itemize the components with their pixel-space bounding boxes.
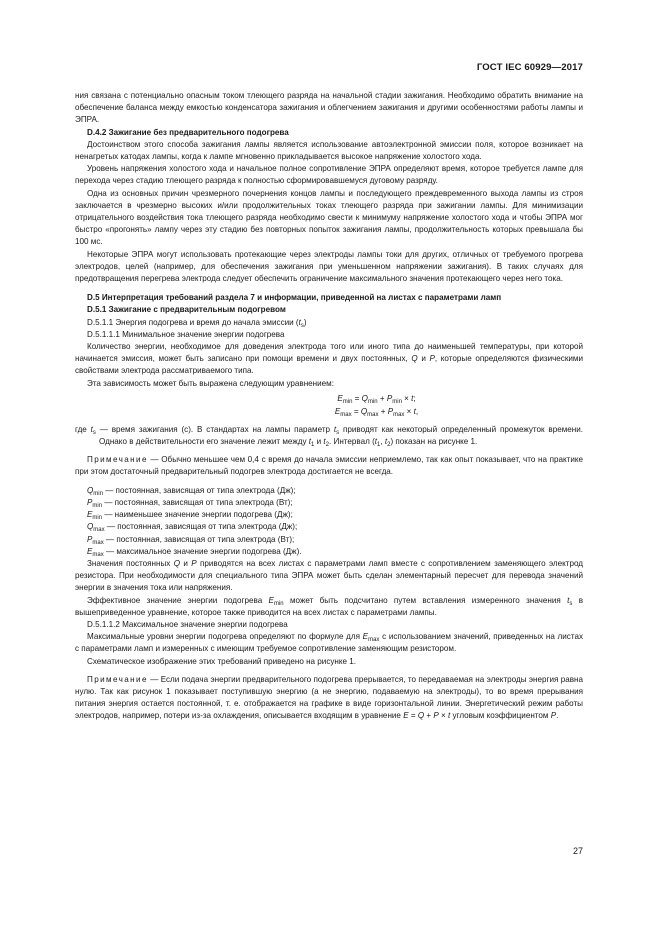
paragraph-continuation: ния связана с потенциально опасным током тлеющего разряда на начальной стадии зажигания. Необходимо обратить внимание на обеспечение баланса между емкостью конденсатора зажигания и облегчением зажигания и другими особенностями работы лампы и ЭПРА.	[75, 91, 583, 125]
note-1: Примечание — Обычно меньшее чем 0,4 с время до начала эмиссии неприемлемо, так как опыт показывает, что на практике при этом достаточный предварительный подогрев электрода достигается не всегда.	[75, 455, 584, 477]
definition-item: $P_{max}$ — постоянная, зависящая от типа электрода (Вт);	[87, 534, 295, 546]
paragraph: Эффективное значение энергии подогрева $E_{min}$ может быть подсчитано путем вставления измеренного значения $t_s$ в вышеприведенное уравнение, которое также приводится на всех листах с параметрами лампы.	[75, 595, 583, 617]
heading-d42: D.4.2 Зажигание без предварительного подогрева	[87, 127, 289, 137]
formula-emax: $E_{max} = Q_{max} + P_{max} \times t$,	[334, 406, 419, 418]
paragraph: Одна из основных причин чрезмерного почернения концов лампы и последующего преждевременного выхода лампы из строя заключается в чрезмерно высоких и/или продолжительных токах тлеющего разряда при зажигании лампы. Для минимизации отрицательного воздействия тока тлеющего разряда необходимо свести к минимуму напряжение холостого хода и чтобы ЭПРА мог быстро «прогонять» лампу через эту стадию без повторных попыток зажигания лампы, продолжительность которых превышала бы 100 мс.	[75, 188, 583, 247]
subheading-d511: D.5.1.1 Энергия подогрева и время до начала эмиссии $(t_s)$	[87, 317, 307, 329]
paragraph: Количество энергии, необходимое для доведения электрода того или иного типа до наименьшей температуры, при которой начинается эмиссия, может быть записано при помощи времени и двух постоянных, Q и P, которые определяются физическими свойствами электрода рассматриваемого типа.	[75, 342, 583, 376]
definition-item: $E_{min}$ — наименьшее значение энергии подогрева (Дж);	[87, 510, 293, 522]
paragraph: Уровень напряжения холостого хода и начальное полное сопротивление ЭПРА определяют время, которое требуется лампе для перехода через стадию тлеющего разряда к полностью сформировавшемуся дуговому разряду.	[75, 164, 583, 186]
subheading-d5111: D.5.1.1.1 Минимальное значение энергии подогрева	[87, 329, 285, 339]
subheading-d5112: D.5.1.1.2 Максимальное значение энергии подогрева	[87, 619, 288, 629]
note-2: Примечание — Если подача энергии предварительного подогрева прерывается, то передаваемая на электроды энергия равна нулю. Так как рисунок 1 показывает поступившую энергию (а не энергию, подаваемую на электроды), то во время прерывания питания энергия остается постоянной, т. е. отображается на графике в виде горизонтальной линии. Энергетический режим работы электродов, например, потери из-за охлаждения, описывается входящим в уравнение E = Q + P × t угловым коэффициентом P.	[75, 674, 583, 721]
where-clause: где $t_s$ — время зажигания (с). В стандартах на лампы параметр $t_s$ приводят как некоторый определенный промежуток времени. Однако в действительности его значение лежит между $t_1$ и $t_2$. Интервал ($t_1$, $t_2$) показан на рисунке 1.	[75, 424, 584, 449]
paragraph: Значения постоянных Q и P приводятся на всех листах с параметрами ламп вместе с сопротивлением заменяющего электрод резистора. При необходимости для специального типа ЭПРА может быть сделан элементарный пересчет для перевода значений энергии в значения тока или напряжения.	[75, 558, 584, 593]
heading-d5: D.5 Интерпретация требований раздела 7 и информации, приведенной на листах с параметрами ламп	[87, 293, 502, 303]
definition-item: $Q_{max}$ — постоянная, зависящая от типа электрода (Дж);	[87, 522, 298, 534]
note-label: Примечание	[87, 455, 148, 465]
note-label: Примечание	[87, 674, 148, 684]
paragraph: Схематическое изображение этих требований приведено на рисунке 1.	[87, 656, 357, 666]
heading-d51: D.5.1 Зажигание с предварительным подогревом	[87, 305, 286, 315]
document-code: ГОСТ IEC 60929—2017	[476, 62, 583, 73]
formula-emin: $E_{min} = Q_{min} + P_{min} \times t$;	[337, 393, 416, 405]
definition-item: $E_{max}$ — максимальное значение энергии подогрева (Дж).	[87, 546, 302, 558]
definitions-list	[75, 485, 583, 558]
definition-item: $Q_{min}$ — постоянная, зависящая от типа электрода (Дж);	[87, 485, 296, 497]
paragraph: Некоторые ЭПРА могут использовать протекающие через электроды лампы токи для других, отличных от требуемого прогрева электродов, целей (например, для обеспечения зажигания при уменьшенном напряжении зажигания). В таких случаях для предотвращения перегрева электрода следует обеспечить ограничение максимального значения протекающего через него тока.	[75, 249, 583, 284]
formula-block	[170, 392, 583, 418]
paragraph: Максимальные уровни энергии подогрева определяют по формуле для $E_{max}$ с использованием значений, приведенных на листах с параметрами ламп и измеренных с имеющим требуемое сопротивление заменяющим резистором.	[75, 632, 584, 654]
page-number: 27	[572, 846, 583, 856]
page-body	[75, 90, 583, 723]
definition-item: $P_{min}$ — постоянная, зависящая от типа электрода (Вт);	[87, 497, 293, 509]
paragraph: Эта зависимость может быть выражена следующим уравнением:	[87, 378, 334, 388]
paragraph: Достоинством этого способа зажигания лампы является использование автоэлектронной эмиссии поля, которое возникает на ненагретых катодах лампы, когда к лампе мгновенно прикладывается высокое напряжение холостого хода.	[75, 139, 583, 162]
